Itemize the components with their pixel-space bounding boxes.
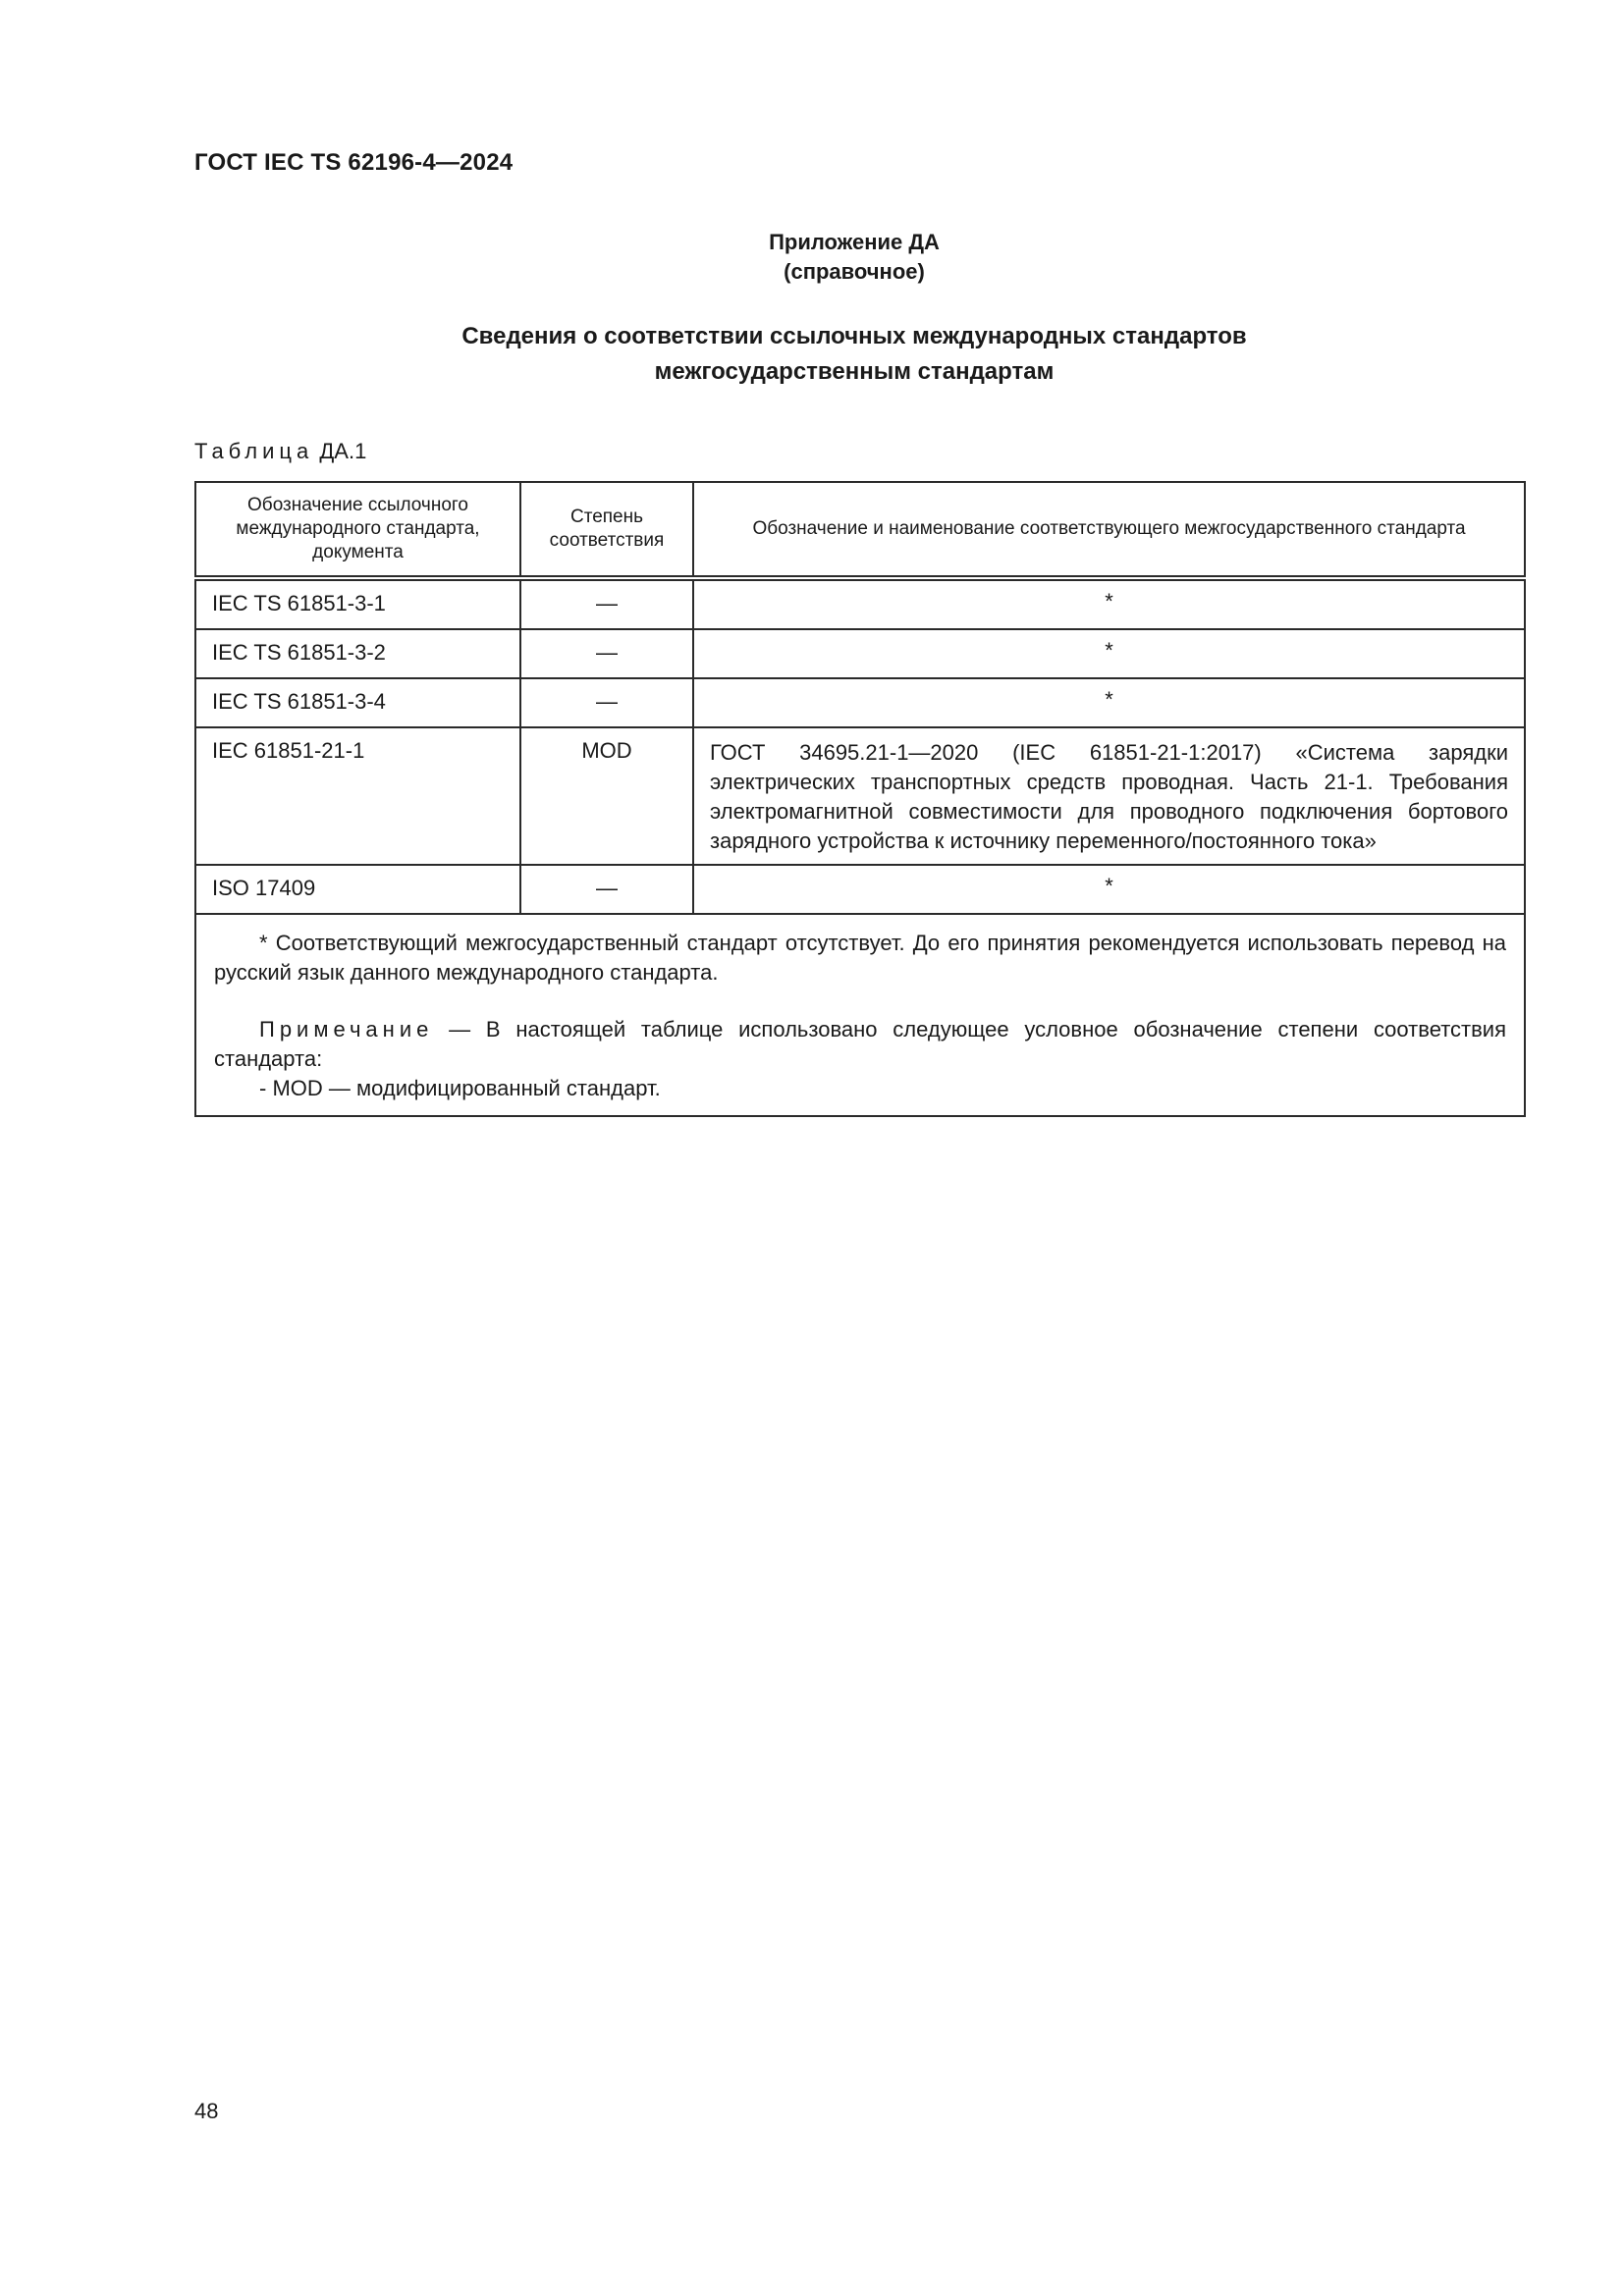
cell-reference: IEC 61851-21-1 xyxy=(195,727,520,865)
annex-subtitle: (справочное) xyxy=(784,259,925,284)
cell-degree: MOD xyxy=(520,727,693,865)
table-footer-row xyxy=(195,914,1525,1116)
header-interstate-standard: Обозначение и наименование соответствующего межгосударственного стандарта xyxy=(693,482,1525,578)
header-degree: Степень соответствия xyxy=(520,482,693,578)
note xyxy=(214,1015,1506,1074)
cell-standard: * xyxy=(693,629,1525,678)
note-item: - MOD — модифицированный стандарт. xyxy=(259,1076,661,1100)
footnote: * Соответствующий межгосударственный стандарт отсутствует. До его принятия рекомендуется использовать перевод на русский язык данного международного стандарта. xyxy=(214,931,1506,985)
cell-standard: * xyxy=(693,578,1525,629)
table-row xyxy=(195,865,1525,914)
cell-standard: * xyxy=(693,678,1525,727)
correspondence-table xyxy=(194,481,1526,1117)
cell-degree: — xyxy=(520,678,693,727)
cell-reference: IEC TS 61851-3-4 xyxy=(195,678,520,727)
header-reference-standard: Обозначение ссылочного международного стандарта, документа xyxy=(195,482,520,578)
table-row xyxy=(195,727,1525,865)
table-row xyxy=(195,578,1525,629)
document-code: ГОСТ IEC TS 62196-4—2024 xyxy=(194,149,514,176)
table-row xyxy=(195,678,1525,727)
cell-standard: ГОСТ 34695.21-1—2020 (IEC 61851-21-1:2017) «Система зарядки электрических транспортных средств проводная. Часть 21-1. Требования электромагнитной совместимости для проводного подключения бортового зарядного устройства к источнику переменного/постоянного тока» xyxy=(693,727,1525,865)
table-caption-label: Таблица xyxy=(194,439,314,463)
cell-degree: — xyxy=(520,578,693,629)
cell-reference: ISO 17409 xyxy=(195,865,520,914)
cell-standard: * xyxy=(693,865,1525,914)
table-header-row xyxy=(195,482,1525,578)
table-caption-number: ДА.1 xyxy=(313,439,367,463)
note-label: Примечание xyxy=(259,1017,434,1041)
table-row xyxy=(195,629,1525,678)
note-text: — В настоящей таблице использовано следующее условное обозначение степени соответствия стандарта: xyxy=(214,1017,1506,1071)
cell-degree: — xyxy=(520,629,693,678)
section-title xyxy=(0,319,1624,390)
page-number: 48 xyxy=(194,2099,219,2123)
section-title-line-2: межгосударственным стандартам xyxy=(654,358,1055,385)
table-caption xyxy=(194,439,366,464)
section-title-line-1: Сведения о соответствии ссылочных международных стандартов xyxy=(461,323,1247,349)
cell-degree: — xyxy=(520,865,693,914)
cell-reference: IEC TS 61851-3-2 xyxy=(195,629,520,678)
annex-title: Приложение ДА xyxy=(769,230,940,254)
table-notes xyxy=(195,914,1525,1116)
cell-reference: IEC TS 61851-3-1 xyxy=(195,578,520,629)
